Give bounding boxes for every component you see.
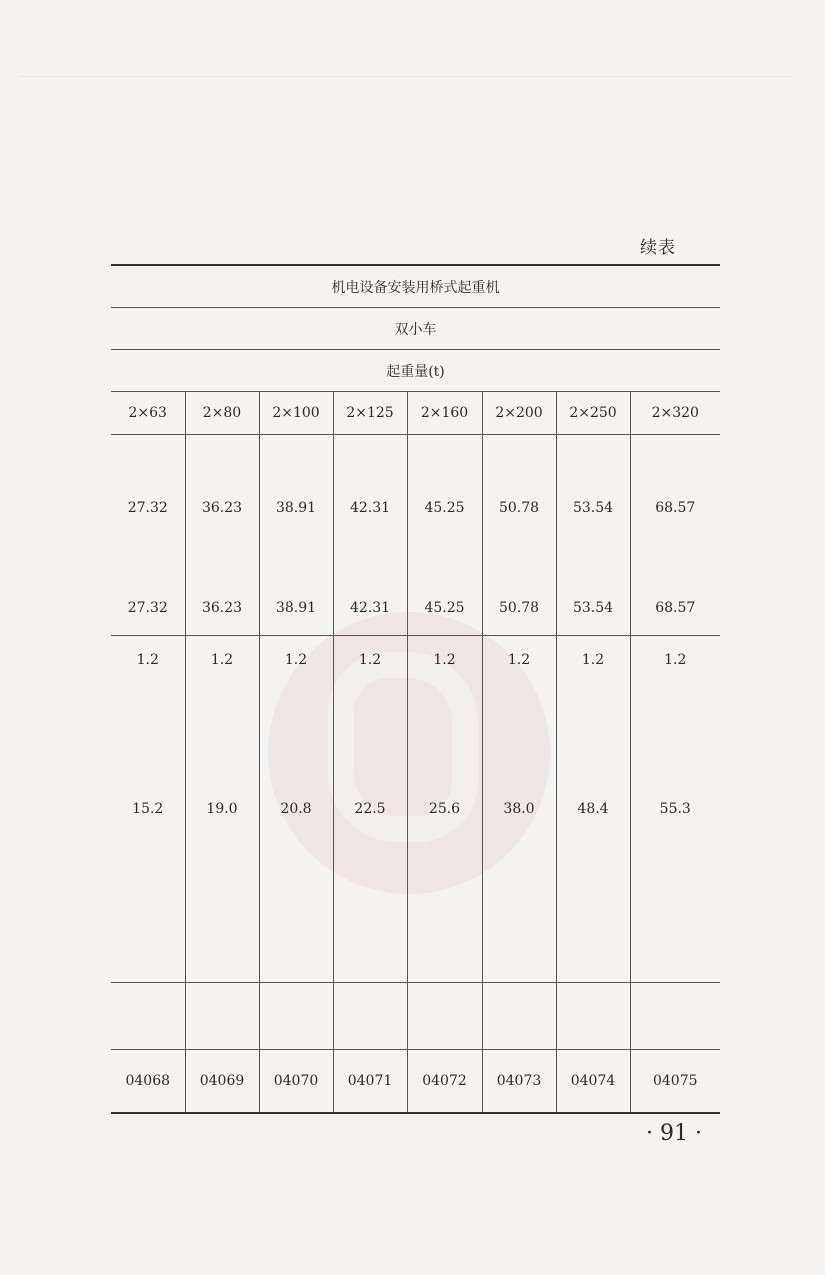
value-cell: 1.2 22.5 [333,636,407,983]
value-cell: 68.57 68.57 [630,435,720,636]
value-cell: 1.2 20.8 [259,636,333,983]
value-cell: 1.2 38.0 [482,636,556,983]
page-number: · 91 · [646,1121,702,1146]
table-subtitle: 双小车 [111,308,720,350]
code-cell: 04075 [630,1050,720,1114]
value-cell: 1.2 48.4 [556,636,630,983]
value-cell: 1.2 25.6 [407,636,482,983]
value-cell: 53.54 53.54 [556,435,630,636]
empty-cell [556,983,630,1050]
value-cell: 27.32 27.32 [127,500,168,616]
value-cell: 1.2 15.2 [111,636,185,983]
code-cell: 04074 [556,1050,630,1114]
capacity-cell: 2×160 [407,392,482,435]
crane-spec-table [111,264,720,1114]
capacity-cell: 2×250 [556,392,630,435]
capacity-row [111,392,720,435]
continued-label: 续表 [640,238,676,258]
empty-cell [111,983,185,1050]
value-cell: 38.91 38.91 [259,435,333,636]
value-block-1 [111,435,720,636]
code-cell: 04069 [185,1050,259,1114]
code-cell: 04073 [482,1050,556,1114]
value-cell: 36.23 36.23 [185,435,259,636]
capacity-cell: 2×80 [185,392,259,435]
empty-cell [259,983,333,1050]
table-title-row [111,265,720,308]
capacity-cell: 2×125 [333,392,407,435]
value-cell: 1.2 55.3 [630,636,720,983]
table-title: 机电设备安装用桥式起重机 [111,265,720,308]
code-row [111,1050,720,1114]
empty-cell [482,983,556,1050]
table-subtitle-row [111,308,720,350]
capacity-cell: 2×320 [630,392,720,435]
value-cell: 50.78 50.78 [482,435,556,636]
code-cell: 04068 [111,1050,185,1114]
empty-cell [185,983,259,1050]
value-cell: 42.31 42.31 [333,435,407,636]
table-param-row [111,350,720,392]
capacity-cell: 2×100 [259,392,333,435]
empty-cell [630,983,720,1050]
code-cell: 04070 [259,1050,333,1114]
empty-row [111,983,720,1050]
code-cell: 04072 [407,1050,482,1114]
page-top-rule [18,76,793,77]
empty-cell [407,983,482,1050]
value-cell: 1.2 19.0 [185,636,259,983]
empty-cell [333,983,407,1050]
value-block-2 [111,636,720,983]
capacity-cell: 2×63 [111,392,185,435]
value-cell: 45.25 45.25 [407,435,482,636]
table-param: 起重量(t) [111,350,720,392]
code-cell: 04071 [333,1050,407,1114]
capacity-cell: 2×200 [482,392,556,435]
